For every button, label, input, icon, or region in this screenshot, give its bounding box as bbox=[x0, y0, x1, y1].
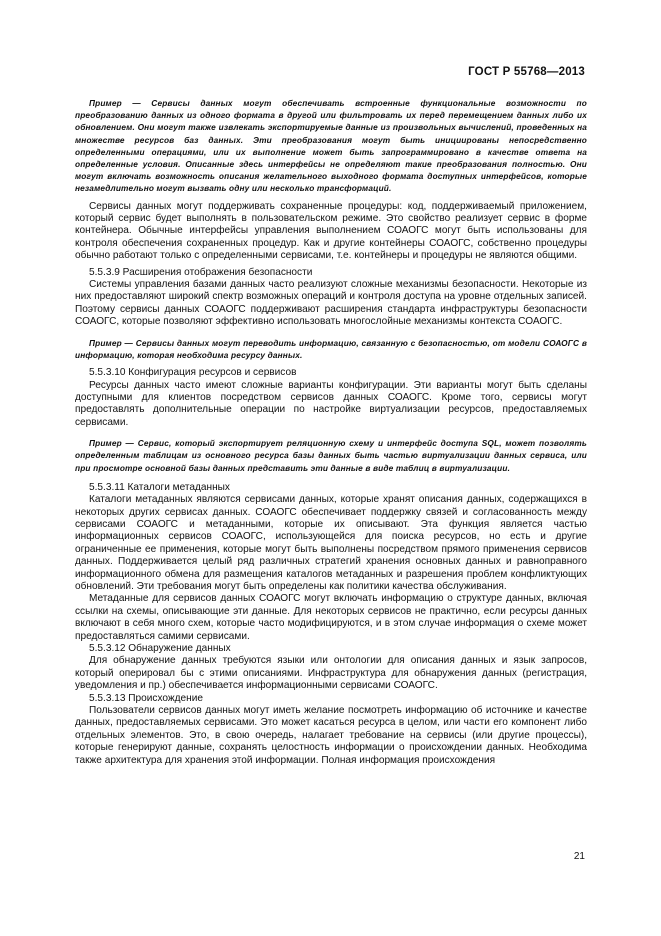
example-note: Пример — Сервисы данных могут обеспечивать встроенные функциональные возможности по преобразованию данных из одного формата в другой или фильтровать их перед перемещением данных либо их обновлением. Они могут также извлекать экспортируемые данные из произвольных вычислений, проведенных на множестве ресурсов баз данных. Эти преобразования могут быть инициированы непосредственно определенными операциями, или их выполнение может быть запрограммировано в качестве ответа на определенные условия. Описанные здесь интерфейсы не определяют такие преобразования полностью. Они могут включать возможность описания желательного выходного формата доступных интерфейсов, которые незамедлительно могут вызвать одну или несколько трансформаций. bbox=[75, 98, 587, 194]
example-note: Пример — Сервис, который экспортирует реляционную схему и интерфейс доступа SQL, может позволять определенным таблицам из основного ресурса базы данных быть частью виртуализации данных сервиса, или при просмотре основной базы данных представить эти данные в виде таблиц в виртуализации. bbox=[75, 438, 587, 473]
section-heading: 5.5.3.12 Обнаружение данных bbox=[89, 643, 231, 655]
example-note: Пример — Сервисы данных могут переводить информацию, связанную с безопасностью, от модели СОАОГС в информацию, которая необходима ресурсу данных. bbox=[75, 337, 587, 360]
page-number: 21 bbox=[573, 851, 585, 862]
section-heading: 5.5.3.9 Расширения отображения безопасности bbox=[89, 266, 313, 278]
standard-header: ГОСТ Р 55768—2013 bbox=[468, 66, 585, 78]
paragraph: Сервисы данных могут поддерживать сохраненные процедуры: код, поддерживаемый приложением, который сервис будет выполнять в пользовательском режиме. Это свойство реализует сервис в форме контейнера. Обычные интерфейсы управления выполнением СОАОГС могут быть использованы для контроля обеспечения сохраненных процедур. Как и другие контейнеры СОАОГС, собственно процедуры обычно работают только с определенными сервисами, т.е. контейнеры и процедуры не являются общими. bbox=[75, 200, 587, 262]
paragraph: Для обнаружение данных требуются языки или онтологии для описания данных и язык запросов, который оперировал бы с этими описаниями. Инфраструктура для обнаружения данных (регистрация, уведомления и пр.) обеспечивается информационными сервисами СОАОГС. bbox=[75, 655, 587, 692]
paragraph: Каталоги метаданных являются сервисами данных, которые хранят описания данных, содержащихся в некоторых других сервисах данных. СОАОГС обеспечивает поддержку связей и согласованность между сервисами СОАОГС и метаданными, которые их описывают. Эта функция является частью информационных сервисов СОАОГС, использующейся для поиска ресурсов, но есть и другие ограниченные ее применения, которые могут быть выполнены посредством прямого применения сервисов данных. Поддерживается целый ряд различных стратегий хранения основных данных и равноправного информационного обмена для размещения каталогов метаданных и разрешения проблем конфликтующих обновлений. Эти требования могут быть определены как политики качества обслуживания. bbox=[75, 494, 587, 592]
paragraph: Системы управления базами данных часто реализуют сложные механизмы безопасности. Некоторые из них предоставляют широкий спектр возможных операций и контроля доступа на уровне отдельных записей. Поэтому сервисы данных СОАОГС поддерживают расширения стандарта инфраструктуры безопасности СОАОГС, которые позволяют эффективно использовать многослойные механизмы контекста СОАОГС. bbox=[75, 279, 587, 328]
section-heading: 5.5.3.10 Конфигурация ресурсов и сервисов bbox=[89, 367, 297, 379]
section-heading: 5.5.3.13 Происхождение bbox=[89, 692, 203, 704]
page-content bbox=[75, 97, 587, 767]
paragraph: Пользователи сервисов данных могут иметь желание посмотреть информацию об источнике и качестве данных, предоставляемых сервисами. Это может касаться ресурса в целом, или части его компонент либо отдельных элементов. Это, в свою очередь, налагает требование на сервисы (или другие процессы), которые генерируют данные, сохранять целостность информации о происхождении данных. Необходима также архитектура для хранения этой информации. Полная информация происхождения bbox=[75, 705, 587, 766]
paragraph: Ресурсы данных часто имеют сложные варианты конфигурации. Эти варианты могут быть сделаны доступными для клиентов посредством сервисов данных СОАОГС. Кроме того, сервисы могут предоставлять дополнительные операции по настройке виртуализации ресурсов, предоставляемых сервисами. bbox=[75, 379, 587, 428]
paragraph: Метаданные для сервисов данных СОАОГС могут включать информацию о структуре данных, включая ссылки на схемы, описывающие эти данные. Для некоторых сервисов не практично, если ресурсы данных включают в себя много схем, которые часто модифицируются, и в этом случае информация о схеме может предоставляться самими сервисами. bbox=[75, 593, 587, 642]
section-heading: 5.5.3.11 Каталоги метаданных bbox=[89, 481, 230, 493]
